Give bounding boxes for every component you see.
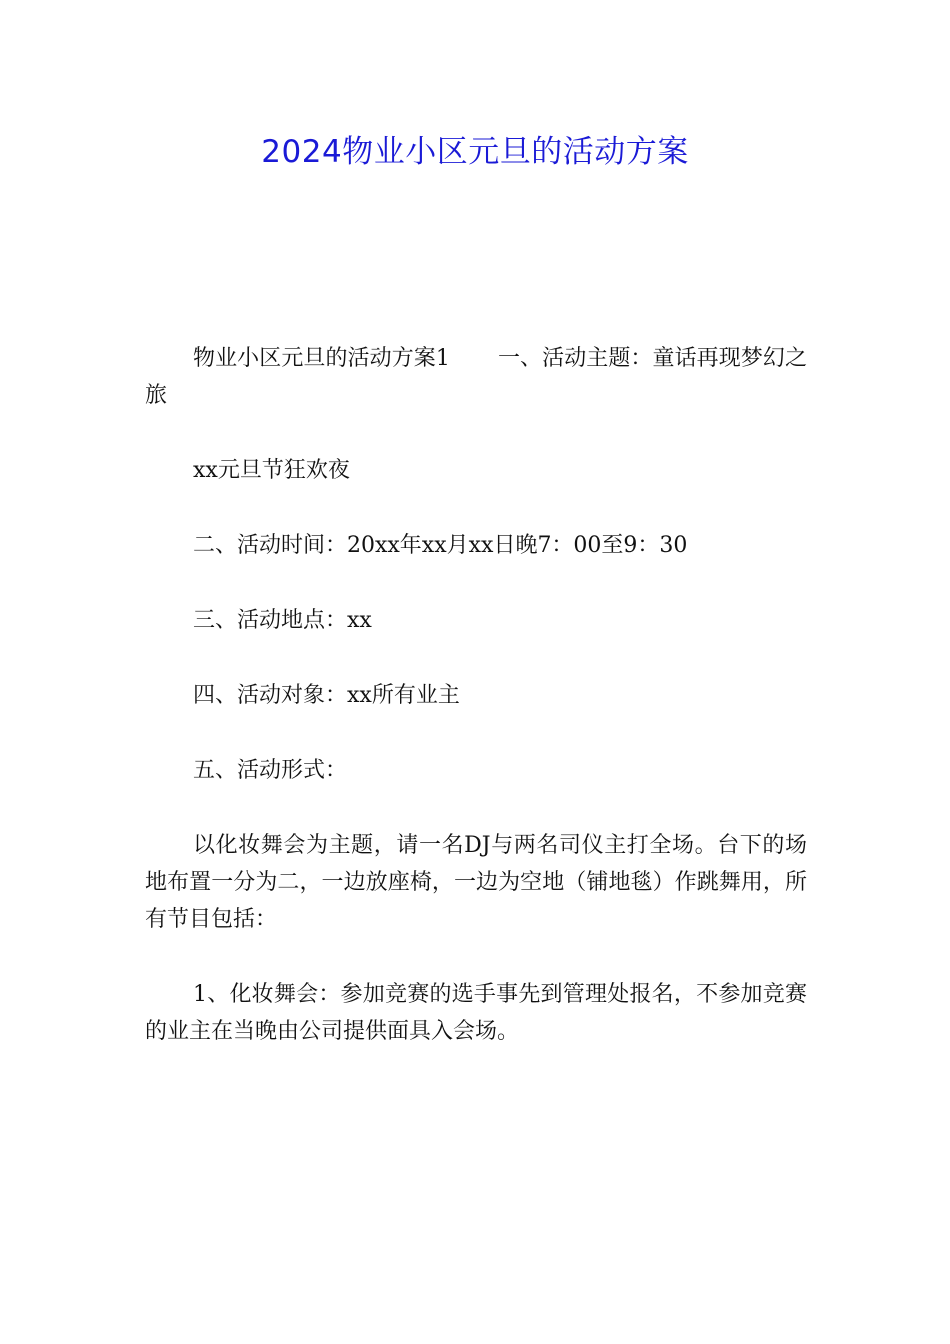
paragraph-6: 五、活动形式：	[193, 758, 348, 783]
paragraph-4: 三、活动地点：xx	[193, 608, 372, 633]
paragraph-2: xx元旦节狂欢夜	[193, 458, 350, 483]
paragraph-1-theme: 一、活动主题：童话再现梦幻之旅	[145, 346, 807, 408]
document-title: 2024物业小区元旦的活动方案	[261, 134, 689, 170]
paragraph-5: 四、活动对象：xx所有业主	[193, 683, 460, 708]
paragraph-1	[145, 340, 807, 414]
paragraph-1-heading: 物业小区元旦的活动方案1	[193, 346, 450, 371]
paragraph-3: 二、活动时间：20xx年xx月xx日晚7：00至9：30	[193, 533, 688, 558]
paragraph-7: 以化妆舞会为主题，请一名DJ与两名司仪主打全场。台下的场地布置一分为二，一边放座椅，一边为空地（铺地毯）作跳舞用，所有节目包括：	[145, 833, 807, 932]
paragraph-8: 1、化妆舞会：参加竞赛的选手事先到管理处报名，不参加竞赛的业主在当晚由公司提供面具入会场。	[145, 982, 807, 1044]
document-body	[145, 340, 807, 1088]
